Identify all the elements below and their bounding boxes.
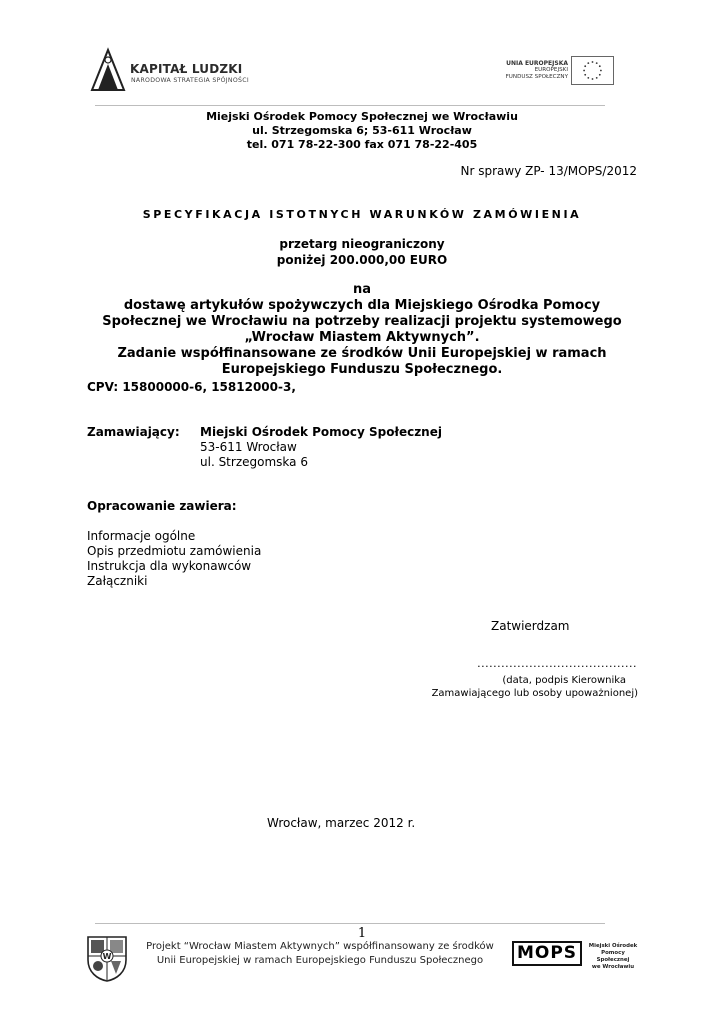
subject-line5: Europejskiego Funduszu Społecznego. [221, 362, 503, 377]
contents-item: Załączniki [87, 574, 148, 588]
footer-divider [95, 923, 605, 924]
subject-line4: Zadanie współfinansowane ze środków Unii Europejskiej w ramach [117, 346, 607, 361]
contents-item: Opis przedmiotu zamówienia [87, 544, 262, 558]
case-number: Nr sprawy ZP- 13/MOPS/2012 [460, 164, 637, 178]
subject-line2: Społecznej we Wrocławiu na potrzeby realizacji projektu systemowego [102, 314, 622, 329]
logo-left-title: KAPITAŁ LUDZKI [130, 62, 243, 76]
eu-logo-line1: UNIA EUROPEJSKA [506, 60, 568, 67]
subject-na: na [352, 282, 372, 297]
contents-item: Instrukcja dla wykonawców [87, 559, 252, 573]
eu-flag-icon [571, 56, 614, 85]
eu-logo-text [474, 60, 568, 81]
institution-address: ul. Strzegomska 6; 53-611 Wrocław [252, 124, 472, 137]
kapital-ludzki-logo-icon [88, 46, 128, 94]
institution-phone: tel. 071 78-22-300 fax 071 78-22-405 [246, 138, 478, 151]
approval-note-line2: Zamawiającego lub osoby upoważnionej) [431, 688, 638, 699]
ordering-party-city: 53-611 Wrocław [200, 440, 297, 454]
subject-line3: „Wrocław Miastem Aktywnych”. [244, 330, 480, 345]
page-number: 1 [357, 926, 367, 941]
signature-line: ........................................ [477, 657, 637, 670]
spec-title: SPECYFIKACJA ISTOTNYCH WARUNKÓW ZAMÓWIENIA [142, 208, 582, 221]
logo-left-subtitle: NARODOWA STRATEGIA SPÓJNOŚCI [131, 77, 249, 84]
wroclaw-crest-icon [85, 934, 129, 982]
mops-caption-line1: Miejski Ośrodek [588, 943, 638, 949]
mops-caption-line3: we Wrocławiu [591, 964, 635, 970]
contents-heading: Opracowanie zawiera: [87, 499, 237, 513]
contents-item: Informacje ogólne [87, 529, 196, 543]
cpv-codes: CPV: 15800000-6, 15812000-3, [87, 380, 296, 394]
procedure-type: przetarg nieograniczony [279, 237, 445, 251]
approval-note-line1: (data, podpis Kierownika [502, 675, 626, 686]
mops-logo-caption [587, 943, 639, 971]
header-divider [95, 105, 605, 106]
svg-text:W: W [102, 952, 112, 961]
footer-project-note [134, 940, 506, 968]
footer-line1: Projekt “Wrocław Miastem Aktywnych” współfinansowany ze środków [146, 941, 494, 952]
approval-label: Zatwierdzam [491, 619, 570, 633]
ordering-party-label: Zamawiający: [87, 425, 180, 439]
mops-logo: MOPS [512, 941, 582, 966]
subject-line1: dostawę artykułów spożywczych dla Miejskiego Ośrodka Pomocy [123, 298, 601, 313]
institution-name: Miejski Ośrodek Pomocy Społecznej we Wrocławiu [206, 110, 518, 123]
eu-logo-line3: FUNDUSZ SPOŁECZNY [505, 74, 568, 80]
eu-logo-line2: EUROPEJSKI [534, 67, 568, 73]
mops-caption-line2: Pomocy Społecznej [596, 950, 630, 963]
ordering-party-street: ul. Strzegomska 6 [200, 455, 308, 469]
footer-line2: Unii Europejskiej w ramach Europejskiego Funduszu Społecznego [156, 955, 484, 966]
procedure-threshold: poniżej 200.000,00 EURO [276, 253, 448, 267]
place-and-date: Wrocław, marzec 2012 r. [267, 816, 416, 830]
ordering-party-name: Miejski Ośrodek Pomocy Społecznej [200, 425, 442, 439]
